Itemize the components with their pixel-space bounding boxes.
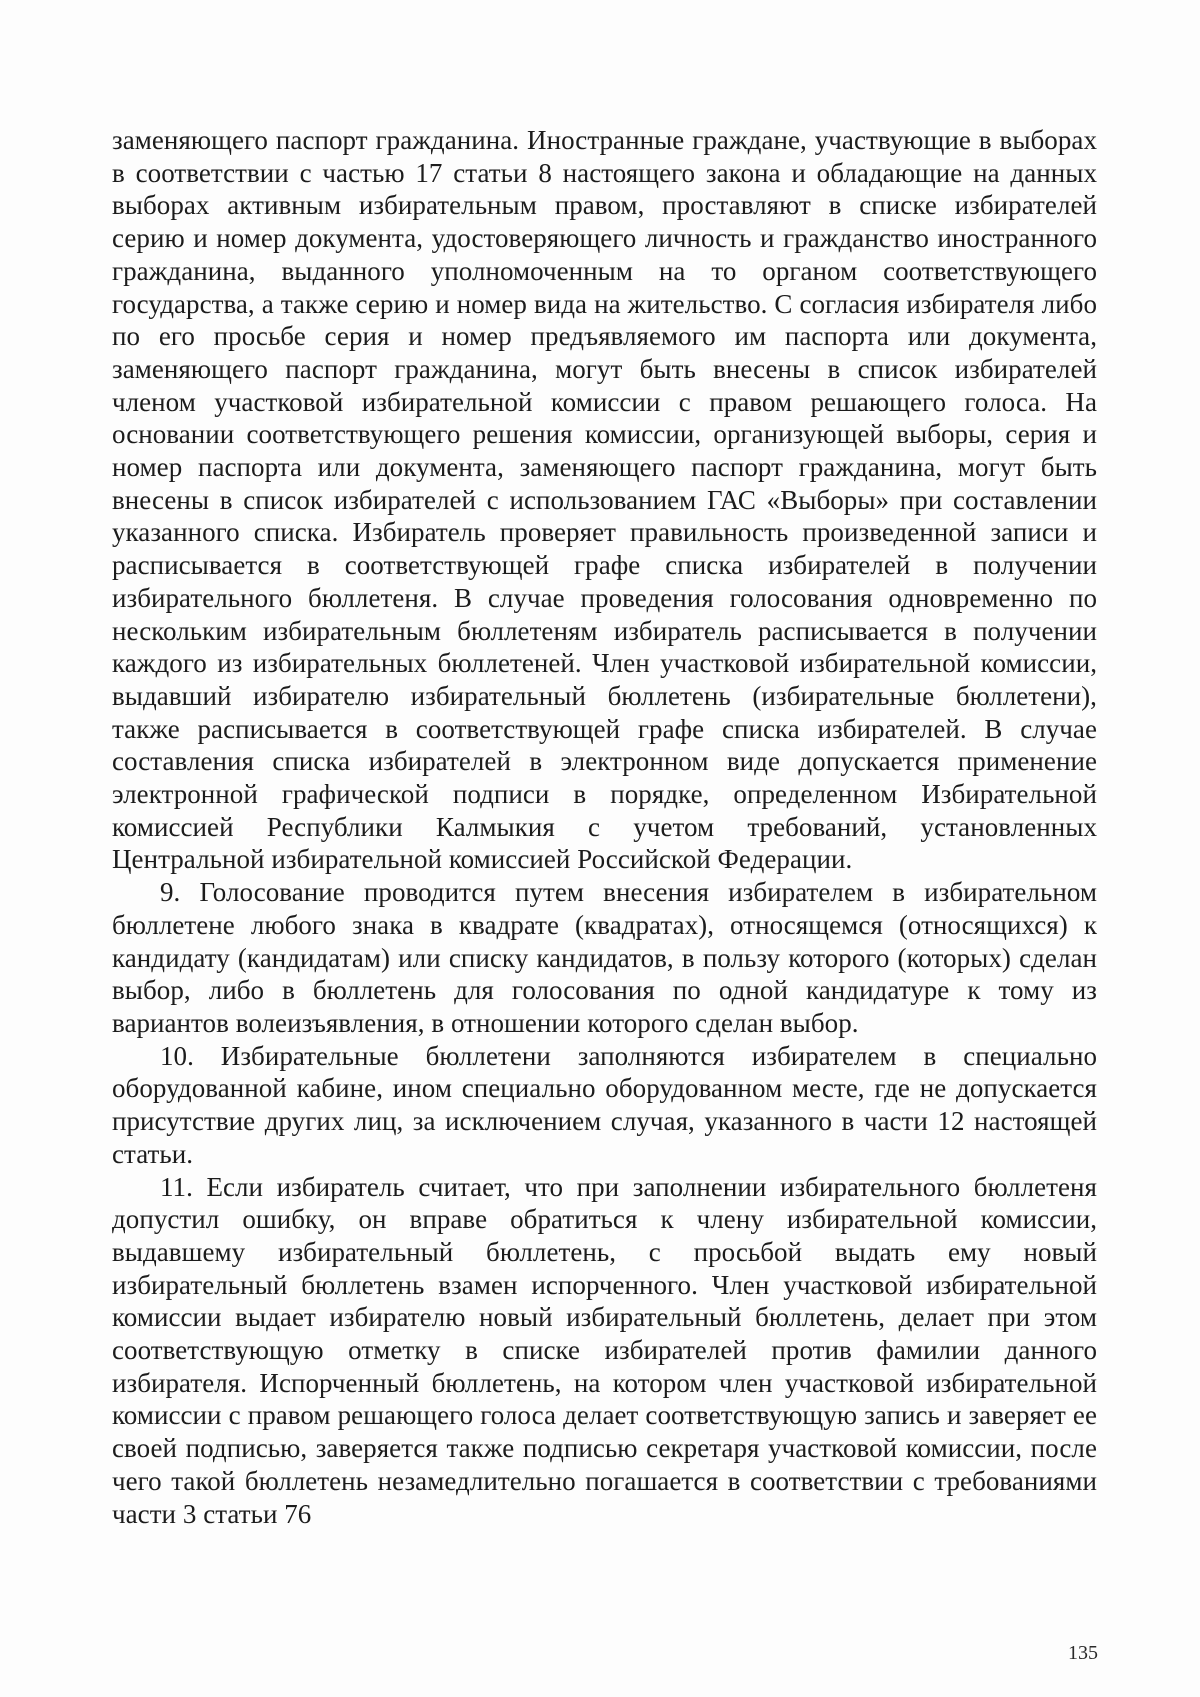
document-body bbox=[112, 124, 1097, 1530]
paragraph-item-11: 11. Если избиратель считает, что при заполнении избирательного бюллетеня допустил ошибку, он вправе обратиться к члену избирательной комиссии, выдавшему избирательный бюллетень, с просьбой выдать ему новый избирательный бюллетень взамен испорченного. Член участковой избирательной комиссии выдает избирателю новый избирательный бюллетень, делает при этом соответствующую отметку в списке избирателей против фамилии данного избирателя. Испорченный бюллетень, на котором член участковой избирательной комиссии с правом решающего голоса делает соответствующую запись и заверяет ее своей подписью, заверяется также подписью секретаря участковой комиссии, после чего такой бюллетень незамедлительно погашается в соответствии с требованиями части 3 статьи 76 bbox=[112, 1171, 1097, 1529]
paragraph-item-9: 9. Голосование проводится путем внесения избирателем в избирательном бюллетене любого знака в квадрате (квадратах), относящемся (относящихся) к кандидату (кандидатам) или списку кандидатов, в пользу которого (которых) сделан выбор, либо в бюллетень для голосования по одной кандидатуре к тому из вариантов волеизъявления, в отношении которого сделан выбор. bbox=[112, 877, 1097, 1038]
page-number: 135 bbox=[1068, 1642, 1098, 1664]
paragraph-item-10: 10. Избирательные бюллетени заполняются избирателем в специально оборудованной кабине, ином специально оборудованном месте, где не допускается присутствие других лиц, за исключением случая, указанного в части 12 настоящей статьи. bbox=[112, 1040, 1097, 1169]
paragraph-continuation: заменяющего паспорт гражданина. Иностранные граждане, участвующие в выборах в соответствии с частью 17 статьи 8 настоящего закона и обладающие на данных выборах активным избирательным правом, проставляют в списке избирателей серию и номер документа, удостоверяющего личность и гражданство иностранного гражданина, выданного уполномоченным на то органом соответствующего государства, а также серию и номер вида на жительство. С согласия избирателя либо по его просьбе серия и номер предъявляемого им паспорта или документа, заменяющего паспорт гражданина, могут быть внесены в список избирателей членом участковой избирательной комиссии с правом решающего голоса. На основании соответствующего решения комиссии, организующей выборы, серия и номер паспорта или документа, заменяющего паспорт гражданина, могут быть внесены в список избирателей с использованием ГАС «Выборы» при составлении указанного списка. Избиратель проверяет правильность произведенной записи и расписывается в соответствующей графе списка избирателей в получении избирательного бюллетеня. В случае проведения голосования одновременно по нескольким избирательным бюллетеням избиратель расписывается в получении каждого из избирательных бюллетеней. Член участковой избирательной комиссии, выдавший избирателю избирательный бюллетень (избирательные бюллетени), также расписывается в соответствующей графе списка избирателей. В случае составления списка избирателей в электронном виде допускается применение электронной графической подписи в порядке, определенном Избирательной комиссией Республики Калмыкия с учетом требований, установленных Центральной избирательной комиссией Российской Федерации. bbox=[112, 125, 1097, 875]
